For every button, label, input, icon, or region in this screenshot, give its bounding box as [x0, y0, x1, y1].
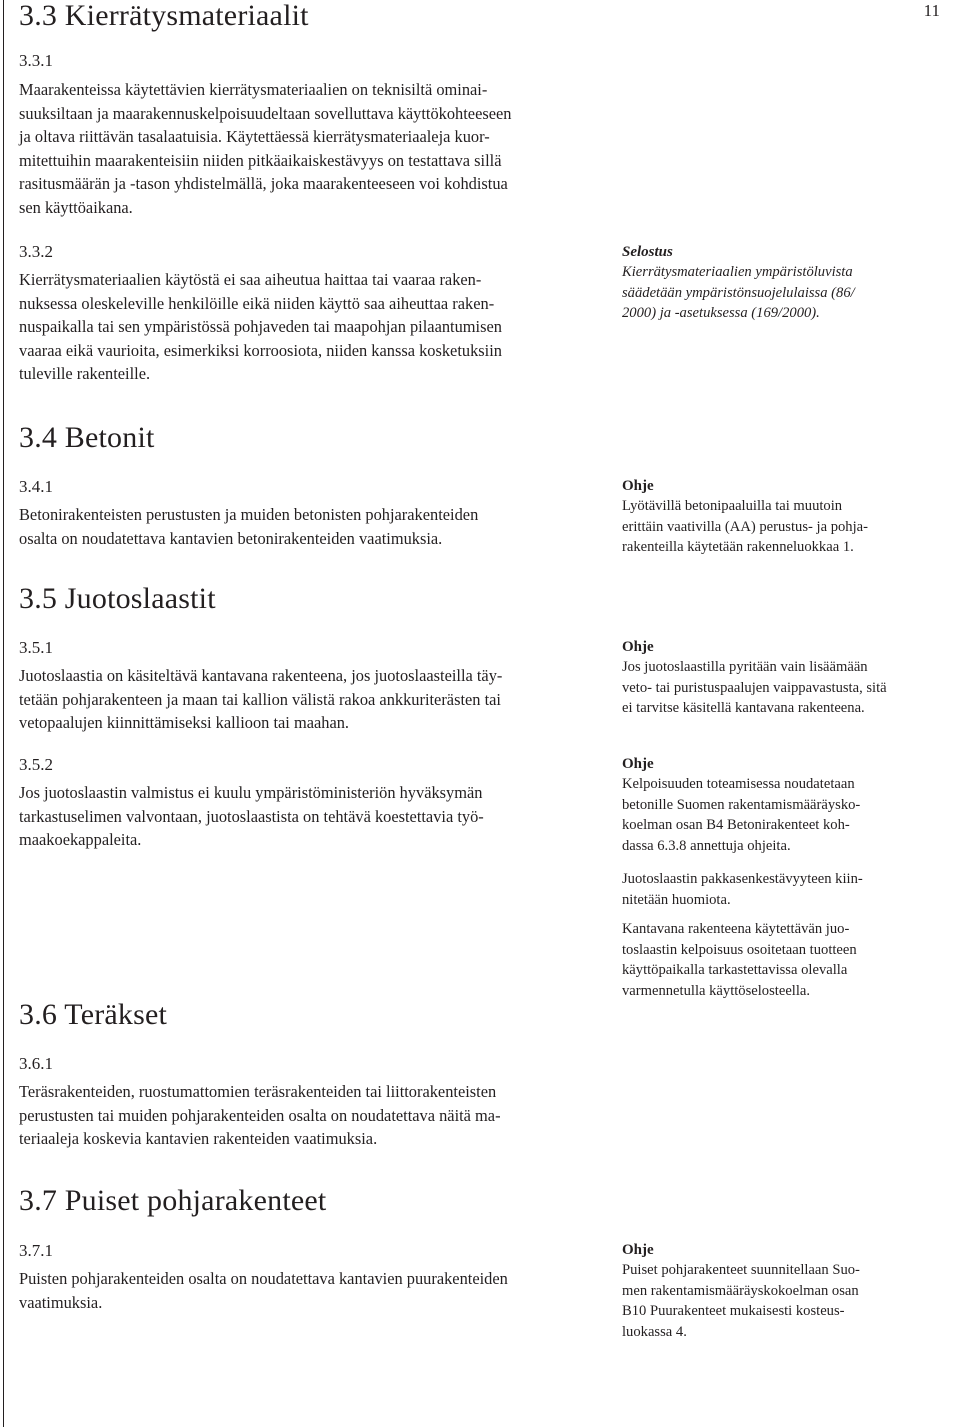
text-line: Puisten pohjarakenteiden osalta on noudatettava kantavien puurakenteiden [19, 1269, 508, 1288]
paragraph-number: 3.3.1 [19, 51, 53, 70]
paragraph-number: 3.5.2 [19, 755, 53, 774]
text-line: tetään pohjarakenteen ja maan tai kallion välistä rakoa ankkuriterästen tai [19, 689, 501, 709]
text-line: teriaaleja koskevia kantavien rakenteiden vaatimuksia. [19, 1129, 378, 1148]
text-line: sen käyttöaikana. [19, 197, 133, 217]
text-line: veto- tai puristuspaalujen vaippavastusta, sitä [622, 679, 887, 696]
sidenote-juotos-4 [622, 919, 906, 1001]
paragraph-number: 3.4.1 [19, 477, 53, 496]
sidenote-ohje-puiset [622, 1240, 906, 1342]
text-line: ja oltava riittävän tasalaatuisia. Käytettäessä kierrätysmateriaaleja kuor- [19, 127, 490, 146]
text-line: Juotoslaastin pakkasenkestävyyteen kiin- [622, 871, 863, 887]
sidenote-title: Selostus [622, 244, 673, 260]
paragraph-text [19, 78, 594, 219]
text-line: nuspaikalla tai sen ympäristössä pohjaveden tai maapohjan pilaantumisen [19, 317, 502, 336]
text-line: osalta on noudatettava kantavien betonirakenteiden vaatimuksia. [19, 528, 443, 548]
paragraph-3-6-1 [19, 1053, 594, 1151]
paragraph-3-4-1 [19, 476, 594, 550]
section-heading-3-7: 3.7 Puiset pohjarakenteet [19, 1184, 327, 1217]
text-line: B10 Puurakenteet mukaisesti kosteus- [622, 1303, 845, 1319]
text-line: suuksiltaan ja maarakennuskelpoisuudeltaan sovelluttava käyttökohteeseen [19, 103, 512, 123]
sidenote-selostus [622, 242, 906, 324]
text-line: 2000) ja -asetuksessa (169/2000). [622, 305, 820, 321]
text-line: Kierrätysmateriaalien käytöstä ei saa aiheutua haittaa tai vaaraa raken- [19, 270, 482, 289]
paragraph-text [19, 664, 594, 735]
text-line: men rakentamismääräyskokoelman osan [622, 1282, 859, 1299]
sidenote-juotos-3 [622, 869, 906, 910]
text-line: nitetään huomiota. [622, 891, 731, 908]
sidenote-title: Ohje [622, 478, 654, 494]
text-line: vaatimuksia. [19, 1292, 103, 1312]
text-line: rasitusmäärän ja -tason yhdistelmällä, joka maarakenteeseen voi kohdistua [19, 174, 508, 193]
paragraph-3-3-2 [19, 241, 594, 386]
left-margin-rule [3, 0, 4, 1427]
paragraph-text [19, 1080, 594, 1151]
text-line: nuksessa oleskeleville henkilöille eikä niiden käyttö saa aiheuttaa raken- [19, 293, 495, 313]
text-line: koelman osan B4 Betonirakenteet koh- [622, 817, 850, 833]
section-heading-3-5: 3.5 Juotoslaastit [19, 582, 216, 615]
paragraph-text [19, 1267, 594, 1314]
sidenote-ohje-juotos-2 [622, 754, 906, 856]
text-line: käyttöpaikalla tarkastettavissa olevalla [622, 962, 848, 978]
text-line: betonille Suomen rakentamismääräysko- [622, 796, 861, 813]
paragraph-3-5-1 [19, 637, 594, 735]
paragraph-number: 3.7.1 [19, 1241, 53, 1260]
text-line: vetopaalujen kiinnittämiseksi kallioon tai maahan. [19, 713, 350, 732]
text-line: Maarakenteissa käytettävien kierrätysmateriaalien on teknisiltä ominai- [19, 80, 488, 99]
section-heading-3-3: 3.3 Kierrätysmateriaalit [19, 0, 309, 32]
text-line: maakoekappaleita. [19, 830, 142, 849]
text-line: Betonirakenteisten perustusten ja muiden betonisten pohjarakenteiden [19, 505, 479, 524]
text-line: Lyötävillä betonipaaluilla tai muutoin [622, 498, 843, 514]
text-line: vaaraa eikä vaurioita, esimerkiksi korroosiota, niiden kanssa kosketuksiin [19, 340, 502, 360]
sidenote-title: Ohje [622, 1242, 654, 1258]
paragraph-3-5-2 [19, 754, 594, 852]
text-line: Kierrätysmateriaalien ympäristöluvista [622, 264, 853, 280]
text-line: Teräsrakenteiden, ruostumattomien teräsrakenteiden tai liittorakenteisten [19, 1082, 497, 1101]
text-line: luokassa 4. [622, 1323, 687, 1340]
section-heading-3-4: 3.4 Betonit [19, 421, 155, 454]
paragraph-3-7-1 [19, 1240, 594, 1314]
sidenote-title: Ohje [622, 756, 654, 772]
page-number: 11 [923, 1, 940, 20]
text-line: erittäin vaativilla (AA) perustus- ja pohja- [622, 518, 868, 535]
section-heading-3-6: 3.6 Teräkset [19, 998, 168, 1031]
text-line: Juotoslaastia on käsiteltävä kantavana rakenteena, jos juotoslaasteilla täy- [19, 666, 503, 685]
sidenote-ohje-betonit [622, 476, 906, 558]
paragraph-text [19, 781, 594, 852]
text-line: varmennetulla käyttöselosteella. [622, 982, 811, 999]
text-line: Jos juotoslaastilla pyritään vain lisäämään [622, 659, 868, 675]
text-line: mitettuihin maarakenteisiin niiden pitkäaikaiskestävyys on testattava sillä [19, 150, 502, 170]
paragraph-text [19, 503, 594, 550]
text-line: toslaastin kelpoisuus osoitetaan tuotteen [622, 941, 857, 958]
text-line: rakenteilla käytetään rakenneluokkaa 1. [622, 539, 854, 555]
text-line: perustusten tai muiden pohjarakenteiden osalta on noudatettava näitä ma- [19, 1105, 501, 1125]
text-line: Jos juotoslaastin valmistus ei kuulu ympäristöministeriön hyväksymän [19, 783, 483, 802]
text-line: tuleville rakenteille. [19, 364, 151, 383]
paragraph-3-3-1 [19, 50, 594, 219]
paragraph-number: 3.3.2 [19, 242, 53, 261]
text-line: dassa 6.3.8 annettuja ohjeita. [622, 837, 791, 854]
text-line: säädetään ympäristönsuojelulaissa (86/ [622, 284, 855, 301]
paragraph-number: 3.6.1 [19, 1054, 53, 1073]
paragraph-text [19, 268, 594, 386]
paragraph-number: 3.5.1 [19, 638, 53, 657]
text-line: Puiset pohjarakenteet suunnitellaan Suo- [622, 1262, 860, 1278]
text-line: Kelpoisuuden toteamisessa noudatetaan [622, 776, 855, 792]
sidenote-title: Ohje [622, 639, 654, 655]
text-line: ei tarvitse käsitellä kantavana rakenteena. [622, 700, 865, 716]
text-line: tarkastuselimen valvontaan, juotoslaastista on tehtävä koestettavia työ- [19, 806, 484, 826]
sidenote-ohje-juotos-1 [622, 637, 906, 719]
text-line: Kantavana rakenteena käytettävän juo- [622, 921, 850, 937]
